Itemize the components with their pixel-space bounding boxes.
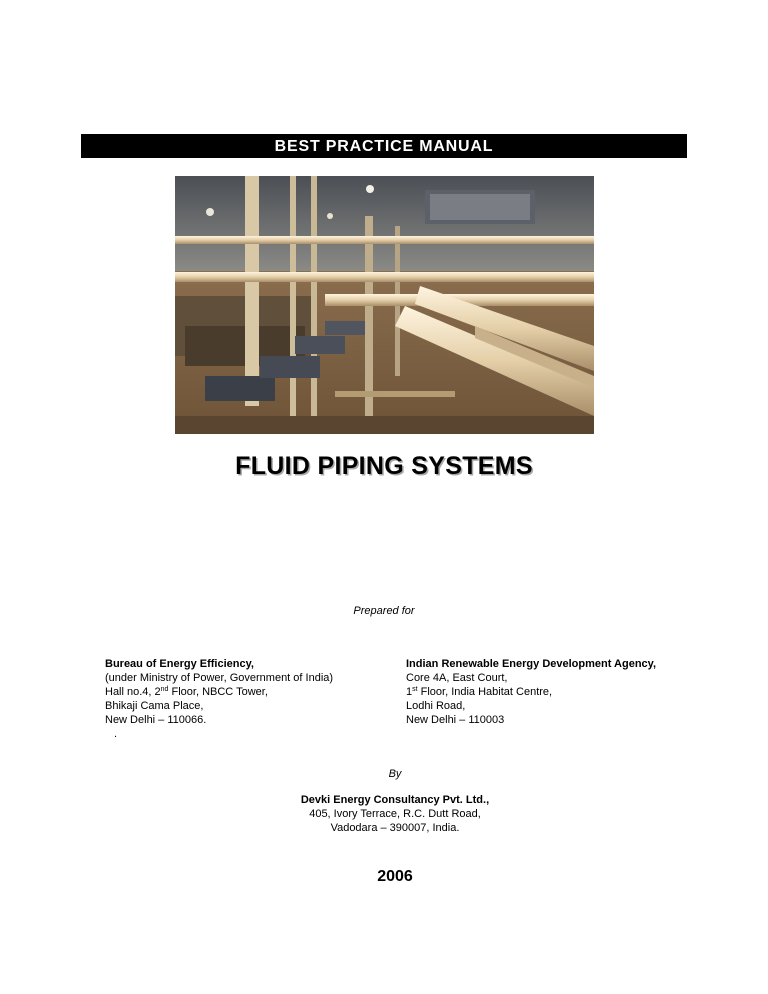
bee-line-4: New Delhi – 110066. bbox=[105, 714, 207, 726]
bee-line-1: (under Ministry of Power, Government of India) bbox=[105, 672, 334, 684]
ireda-line-1: Core 4A, East Court, bbox=[406, 672, 508, 684]
document-title: FLUID PIPING SYSTEMS bbox=[235, 452, 533, 480]
consultant-line-1: 405, Ivory Terrace, R.C. Dutt Road, bbox=[309, 808, 481, 820]
ireda-address bbox=[406, 657, 656, 727]
consultant-address bbox=[0, 793, 768, 835]
pipe-system-photo bbox=[175, 176, 594, 434]
by-label: By bbox=[388, 768, 402, 780]
ireda-name: Indian Renewable Energy Development Agency, bbox=[406, 658, 657, 670]
ireda-line-4: New Delhi – 110003 bbox=[406, 714, 505, 726]
bee-line-2: Hall no.4, 2nd Floor, NBCC Tower, bbox=[105, 686, 268, 698]
banner-title: BEST PRACTICE MANUAL bbox=[81, 134, 687, 158]
ireda-line-3: Lodhi Road, bbox=[406, 700, 466, 712]
consultant-name: Devki Energy Consultancy Pvt. Ltd., bbox=[300, 794, 490, 806]
bee-name: Bureau of Energy Efficiency, bbox=[105, 658, 254, 670]
bee-line-3: Bhikaji Cama Place, bbox=[105, 700, 204, 712]
consultant-line-2: Vadodara – 390007, India. bbox=[330, 822, 460, 834]
ireda-line-2: 1st Floor, India Habitat Centre, bbox=[406, 686, 553, 698]
bee-address bbox=[105, 657, 333, 741]
bee-line-5: . bbox=[114, 728, 118, 740]
publication-year: 2006 bbox=[377, 868, 413, 885]
prepared-for-label: Prepared for bbox=[353, 605, 415, 617]
